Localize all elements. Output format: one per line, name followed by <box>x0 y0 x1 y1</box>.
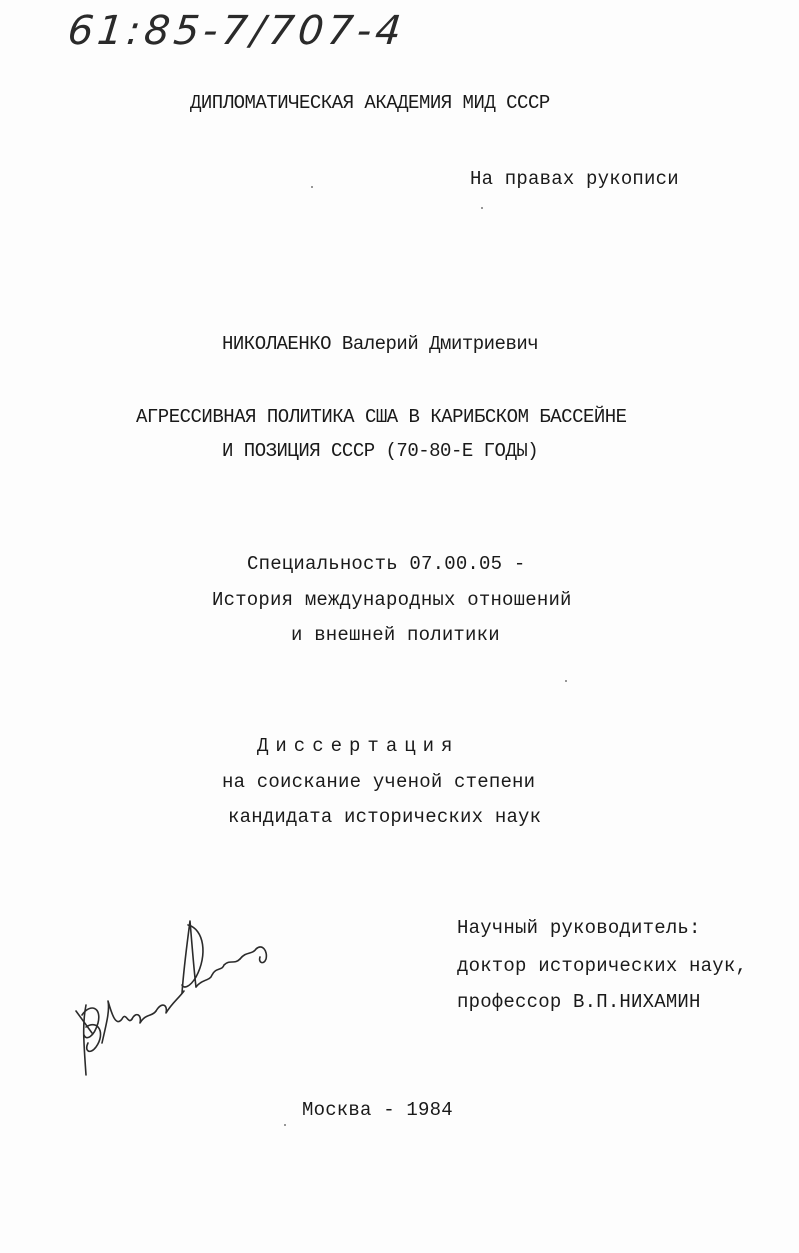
signature-stroke <box>196 959 240 987</box>
signature-stroke <box>102 1001 132 1043</box>
institution-name: ДИПЛОМАТИЧЕСКАЯ АКАДЕМИЯ МИД СССР <box>190 92 550 114</box>
signature-stroke <box>84 1005 86 1075</box>
supervisor-label: Научный руководитель: <box>457 917 701 939</box>
scan-speck <box>284 1124 286 1126</box>
degree-name: кандидата исторических наук <box>228 806 542 828</box>
signature-stroke <box>182 921 196 993</box>
dissertation-title-line-1: АГРЕССИВНАЯ ПОЛИТИКА США В КАРИБСКОМ БАССЕЙНЕ <box>136 406 627 428</box>
city-and-year: Москва - 1984 <box>302 1099 453 1121</box>
specialty-field-continued: и внешней политики <box>291 624 500 646</box>
author-signature <box>72 915 292 1085</box>
dissertation-title-line-2: И ПОЗИЦИЯ СССР (70-80-Е ГОДЫ) <box>222 440 539 462</box>
signature-stroke <box>240 947 266 963</box>
specialty-code: Специальность 07.00.05 - <box>247 553 526 575</box>
manuscript-rights-note: На правах рукописи <box>470 168 679 190</box>
dissertation-heading: Диссертация <box>257 735 460 757</box>
signature-stroke <box>132 1011 156 1023</box>
signature-stroke <box>156 991 184 1013</box>
degree-purpose: на соискание ученой степени <box>222 771 536 793</box>
archive-code-handwritten: 61:85-7/707-4 <box>65 8 408 54</box>
scan-speck <box>565 680 567 682</box>
scan-speck <box>311 186 313 188</box>
supervisor-name: профессор В.П.НИХАМИН <box>457 991 701 1013</box>
author-name: НИКОЛАЕНКО Валерий Дмитриевич <box>222 333 539 355</box>
specialty-field: История международных отношений <box>212 589 572 611</box>
supervisor-degree: доктор исторических наук, <box>457 955 748 977</box>
scan-speck <box>481 207 483 209</box>
